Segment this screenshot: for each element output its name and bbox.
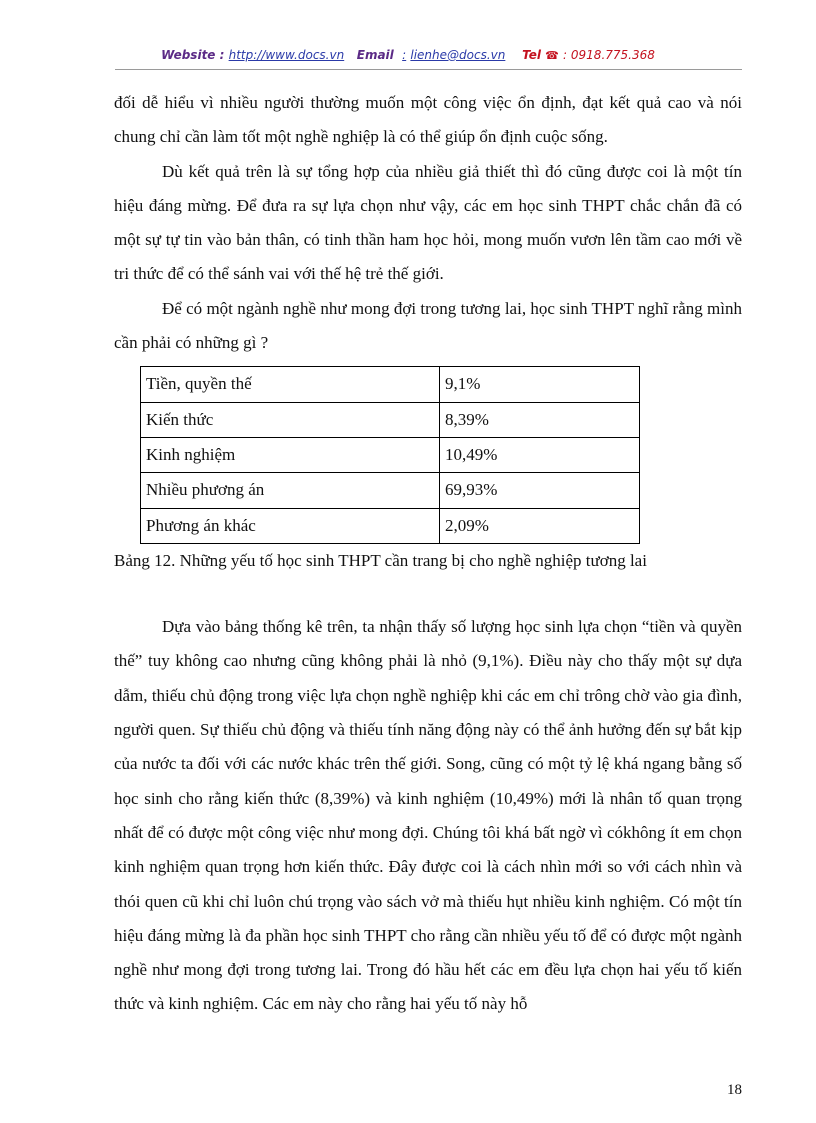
header-divider <box>115 69 742 70</box>
table-caption: Bảng 12. Những yếu tố học sinh THPT cần trang bị cho nghề nghiệp tương lai <box>114 550 647 570</box>
page-header <box>0 48 816 62</box>
table-cell-label: Kiến thức <box>141 402 440 437</box>
tel-label: Tel <box>522 48 541 62</box>
email-link[interactable]: lienhe@docs.vn <box>410 48 506 62</box>
spacer <box>114 578 742 610</box>
table-row <box>141 508 640 543</box>
website-link[interactable]: http://www.docs.vn <box>228 48 345 62</box>
table-cell-value: 69,93% <box>440 473 640 508</box>
data-table <box>140 366 640 543</box>
paragraph-2: Dù kết quả trên là sự tổng hợp của nhiều giả thiết thì đó cũng được coi là một tín hiệu đáng mừng. Để đưa ra sự lựa chọn như vậy, các em học sinh THPT chắc chắn đã có một sự tự tin vào bản thân, có tinh thần ham học hỏi, mong muốn vươn lên tầm cao mới về tri thức để có thể sánh vai với thế hệ trẻ thế giới. <box>114 161 742 284</box>
phone-icon: ☎ <box>545 49 559 62</box>
document-body <box>114 86 742 1022</box>
table-cell-label: Nhiều phương án <box>141 473 440 508</box>
table-row <box>141 402 640 437</box>
paragraph-1: đối dễ hiểu vì nhiều người thường muốn một công việc ổn định, đạt kết quả cao và nói chung chỉ cần làm tốt một nghề nghiệp là có thể giúp ổn định cuộc sống. <box>114 93 742 147</box>
table-cell-value: 9,1% <box>440 367 640 402</box>
page-number: 18 <box>727 1082 742 1098</box>
table-row <box>141 473 640 508</box>
tel-number: : 0918.775.368 <box>563 48 655 62</box>
website-label: Website : <box>161 48 225 62</box>
paragraph-3: Để có một ngành nghề như mong đợi trong tương lai, học sinh THPT nghĩ rằng mình cần phải có những gì ? <box>114 298 742 353</box>
table-cell-label: Tiền, quyền thế <box>141 367 440 402</box>
table-cell-value: 10,49% <box>440 437 640 472</box>
table-cell-label: Kinh nghiệm <box>141 437 440 472</box>
table-cell-label: Phương án khác <box>141 508 440 543</box>
table-row <box>141 437 640 472</box>
email-label: Email <box>356 48 394 62</box>
email-separator: : <box>402 48 407 62</box>
table-cell-value: 2,09% <box>440 508 640 543</box>
table-cell-value: 8,39% <box>440 402 640 437</box>
table-row <box>141 367 640 402</box>
paragraph-4: Dựa vào bảng thống kê trên, ta nhận thấy số lượng học sinh lựa chọn “tiền và quyền thế” tuy không cao nhưng cũng không phải là nhỏ (9,1%). Điều này cho thấy một sự dựa dẫm, thiếu chủ động trong việc lựa chọn nghề nghiệp khi các em chỉ trông chờ vào gia đình, người quen. Sự thiếu chủ động và thiếu tính năng động này có thể ảnh hưởng đến sự bắt kịp của nước ta đối với các nước khác trên thế giới. Song, cũng có một tỷ lệ khá ngang bằng số học sinh cho rằng kiến thức (8,39%) và kinh nghiệm (10,49%) mới là nhân tố quan trọng nhất để có được một công việc như mong đợi. Chúng tôi khá bất ngờ vì cókhông ít em chọn kinh nghiệm quan trọng hơn kiến thức. Đây được coi là cách nhìn mới so với cách nhìn và thói quen cũ khi chỉ luôn chú trọng vào sách vở mà thiếu hụt nhiều kinh nghiệm. Có một tín hiệu đáng mừng là đa phần học sinh THPT cho rằng cần nhiều yếu tố để có được một ngành nghề như mong đợi trong tương lai. Trong đó hầu hết các em đều lựa chọn hai yếu tố kiến thức và kinh nghiệm. Các em này cho rằng hai yếu tố này hỗ <box>114 617 742 1014</box>
